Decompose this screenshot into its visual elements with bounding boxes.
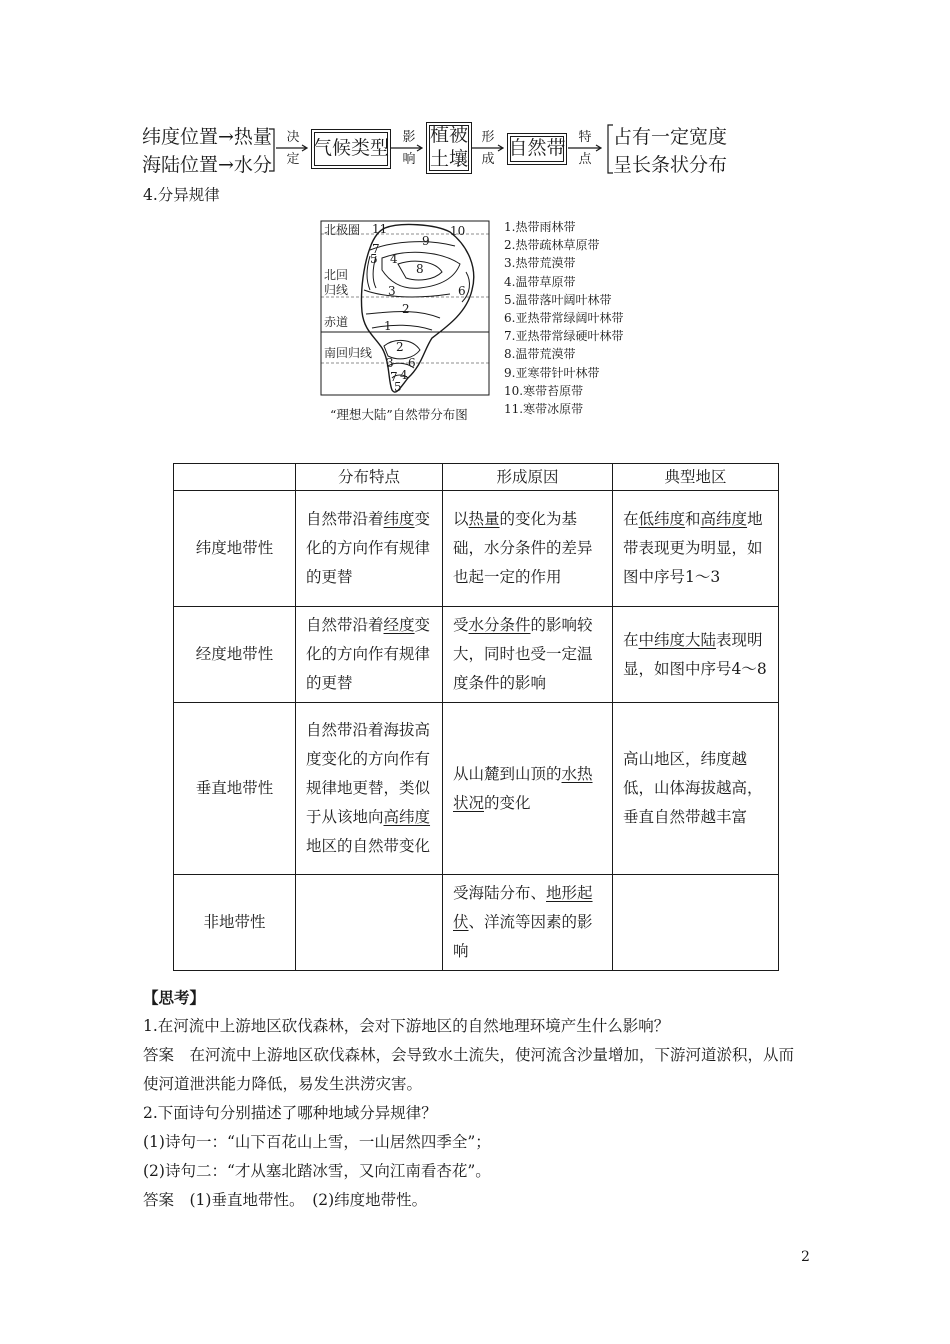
row-title: 经度地带性 xyxy=(174,607,296,703)
section-heading: 4.分异规律 xyxy=(143,186,220,204)
flow-arrow-form-bottom: 成 xyxy=(481,152,495,167)
map-zone-number: 4 xyxy=(400,368,408,382)
legend-item: 6.亚热带常绿阔叶林带 xyxy=(504,311,624,326)
cell-text: 高山地区，纬度越低，山体海拔越高，垂直自然带越丰富 xyxy=(623,750,763,826)
map-zone-number: 3 xyxy=(386,356,394,370)
table-row xyxy=(174,491,779,607)
map-label-tropic-north-2: 归线 xyxy=(324,283,349,297)
arrow-right-icon xyxy=(472,144,506,152)
map-zone-number: 9 xyxy=(422,234,430,248)
cell-text: 的变化 xyxy=(484,793,531,812)
table-cell xyxy=(613,703,779,875)
legend-item: 2.热带疏林草原带 xyxy=(504,238,600,253)
underlined-term: 纬度 xyxy=(383,510,415,528)
flow-box-natural-zone: 自然带 xyxy=(507,133,567,165)
underlined-term: 低纬度 xyxy=(638,510,686,528)
map-label-tropic-south: 南回归线 xyxy=(324,346,373,360)
map-zone-number: 3 xyxy=(388,284,396,298)
flow-arrow-feature-top: 特 xyxy=(578,130,592,145)
answer-2: 答案 (1)垂直地带性。 (2)纬度地带性。 xyxy=(143,1191,428,1209)
map-zone-number: 7 xyxy=(390,370,398,384)
flow-land-sea-line: 海陆位置→水分 xyxy=(142,154,272,176)
arrow-right-icon xyxy=(391,144,425,152)
ideal-continent-map xyxy=(320,220,490,396)
flow-box-vegetation-soil xyxy=(426,122,472,174)
map-zone-number: 7 xyxy=(372,242,380,256)
table-cell xyxy=(296,491,443,607)
table-row xyxy=(174,607,779,703)
cell-text: 自然带沿着海拔高度变化的方向作有规律地更替，类似于从该地向 xyxy=(306,721,431,826)
think-section xyxy=(143,983,808,1215)
underlined-term: 热量 xyxy=(468,510,500,528)
map-zone-number: 11 xyxy=(372,222,388,236)
table-header-cell xyxy=(174,464,296,491)
flow-box-soil: 土壤 xyxy=(429,148,468,170)
flow-box-climate-type: 气候类型 xyxy=(311,129,391,169)
map-label-arctic-circle: 北极圈 xyxy=(324,223,361,237)
cell-text: 受 xyxy=(453,616,469,634)
map-zone-number: 2 xyxy=(396,340,404,354)
cell-text: 变化的方向作有规律的更替 xyxy=(306,510,431,586)
zonal-patterns-table xyxy=(173,463,779,971)
underlined-term: 高纬度 xyxy=(383,808,431,826)
flow-arrow-affect-top: 影 xyxy=(402,130,416,145)
cell-text: 表现明显，如图中序号4～8 xyxy=(623,630,767,678)
table-header-row xyxy=(174,464,779,491)
cell-text: 和 xyxy=(685,510,701,528)
cell-text: 自然带沿着 xyxy=(306,510,384,528)
table-header-cell: 形成原因 xyxy=(443,464,613,491)
legend-item: 11.寒带冰原带 xyxy=(504,402,584,417)
row-title: 非地带性 xyxy=(174,875,296,971)
cell-text: 的影响较大，同时也受一定温度条件的影响 xyxy=(453,616,593,692)
table-row xyxy=(174,875,779,971)
question-1: 1.在河流中上游地区砍伐森林，会对下游地区的自然地理环境产生什么影响？ xyxy=(143,1017,670,1035)
table-cell xyxy=(443,491,613,607)
map-zone-number: 5 xyxy=(370,252,378,266)
legend-item: 10.寒带苔原带 xyxy=(504,383,584,398)
row-title: 垂直地带性 xyxy=(174,703,296,875)
table-cell xyxy=(296,607,443,703)
underlined-term: 水分条件 xyxy=(468,616,531,634)
legend-item: 4.温带草原带 xyxy=(504,274,576,289)
table-cell xyxy=(296,875,443,971)
arrow-right-icon xyxy=(276,144,310,152)
cell-text: 自然带沿着 xyxy=(306,616,384,634)
table-cell xyxy=(613,491,779,607)
legend-item: 8.温带荒漠带 xyxy=(504,347,576,362)
map-zone-number: 8 xyxy=(416,262,424,276)
map-zone-number: 5 xyxy=(394,380,402,394)
underlined-term: 高纬度 xyxy=(700,510,748,528)
table-cell xyxy=(443,607,613,703)
map-legend xyxy=(504,218,623,418)
answer-1: 答案 在河流中上游地区砍伐森林，会导致水土流失，使河流含沙量增加，下游河道淤积，从而使河道泄洪能力降低，易发生洪涝灾害。 xyxy=(143,1046,795,1093)
cell-text: 地区的自然带变化 xyxy=(306,837,431,855)
flow-box-vegetation: 植被 xyxy=(429,124,468,146)
legend-item: 9.亚寒带针叶林带 xyxy=(504,365,600,380)
cell-text: 变化的方向作有规律的更替 xyxy=(306,616,431,692)
flow-arrow-decide-top: 决 xyxy=(286,130,300,145)
map-zone-number: 6 xyxy=(408,356,416,370)
underlined-term: 地形起伏 xyxy=(453,884,593,931)
flow-arrow-decide-bottom: 定 xyxy=(286,152,300,167)
map-zone-number: 10 xyxy=(450,224,466,238)
underlined-term: 水热状况 xyxy=(453,764,593,812)
table-cell xyxy=(443,875,613,971)
map-zone-number: 1 xyxy=(384,319,392,333)
table-cell xyxy=(296,703,443,875)
legend-item: 1.热带雨林带 xyxy=(504,220,576,234)
page-number: 2 xyxy=(801,1249,810,1265)
question-2-part-1: (1)诗句一：“山下百花山上雪，一山居然四季全”； xyxy=(143,1133,491,1151)
flow-arrow-form-top: 形 xyxy=(481,130,495,145)
cell-text: 、洋流等因素的影响 xyxy=(453,913,593,960)
question-2: 2.下面诗句分别描述了哪种地域分异规律？ xyxy=(143,1104,437,1122)
map-caption: “理想大陆”自然带分布图 xyxy=(330,407,468,422)
flow-arrow-affect-bottom: 响 xyxy=(402,152,416,167)
think-heading: 【思考】 xyxy=(143,988,206,1007)
table-row xyxy=(174,703,779,875)
map-zone-number: 2 xyxy=(402,302,410,316)
flow-arrow-feature-bottom: 点 xyxy=(578,152,592,167)
cell-text: 以 xyxy=(453,510,469,528)
table-cell xyxy=(443,703,613,875)
flow-bracket xyxy=(268,128,276,172)
map-zone-number: 6 xyxy=(458,284,466,298)
map-label-equator: 赤道 xyxy=(324,315,349,329)
legend-item: 3.热带荒漠带 xyxy=(504,256,576,271)
legend-item: 5.温带落叶阔叶林带 xyxy=(504,292,612,307)
underlined-term: 中纬度大陆 xyxy=(638,630,717,649)
flow-latitude-line: 纬度位置→热量 xyxy=(142,126,272,148)
cell-text: 的变化为基础，水分条件的差异也起一定的作用 xyxy=(453,510,593,586)
legend-item: 7.亚热带常绿硬叶林带 xyxy=(504,329,624,344)
cell-text: 受海陆分布、 xyxy=(453,884,547,902)
table-cell xyxy=(613,875,779,971)
arrow-right-icon xyxy=(568,144,604,152)
map-zone-number: 4 xyxy=(390,252,398,266)
table-header-cell: 典型地区 xyxy=(613,464,779,491)
map-label-tropic-north-1: 北回 xyxy=(324,268,349,282)
table-header-cell: 分布特点 xyxy=(296,464,443,491)
flow-result-width: 占有一定宽度 xyxy=(613,126,728,148)
cell-text: 在 xyxy=(623,630,639,649)
cell-text: 从山麓到山顶的 xyxy=(453,764,562,783)
cell-text: 地带表现更为明显，如图中序号1～3 xyxy=(623,510,763,586)
underlined-term: 经度 xyxy=(383,616,415,634)
question-2-part-2: (2)诗句二：“才从塞北踏冰雪，又向江南看杏花”。 xyxy=(143,1162,491,1180)
row-title: 纬度地带性 xyxy=(174,491,296,607)
flow-result-strip: 呈长条状分布 xyxy=(613,154,728,176)
cell-text: 在 xyxy=(623,510,639,528)
table-cell xyxy=(613,607,779,703)
